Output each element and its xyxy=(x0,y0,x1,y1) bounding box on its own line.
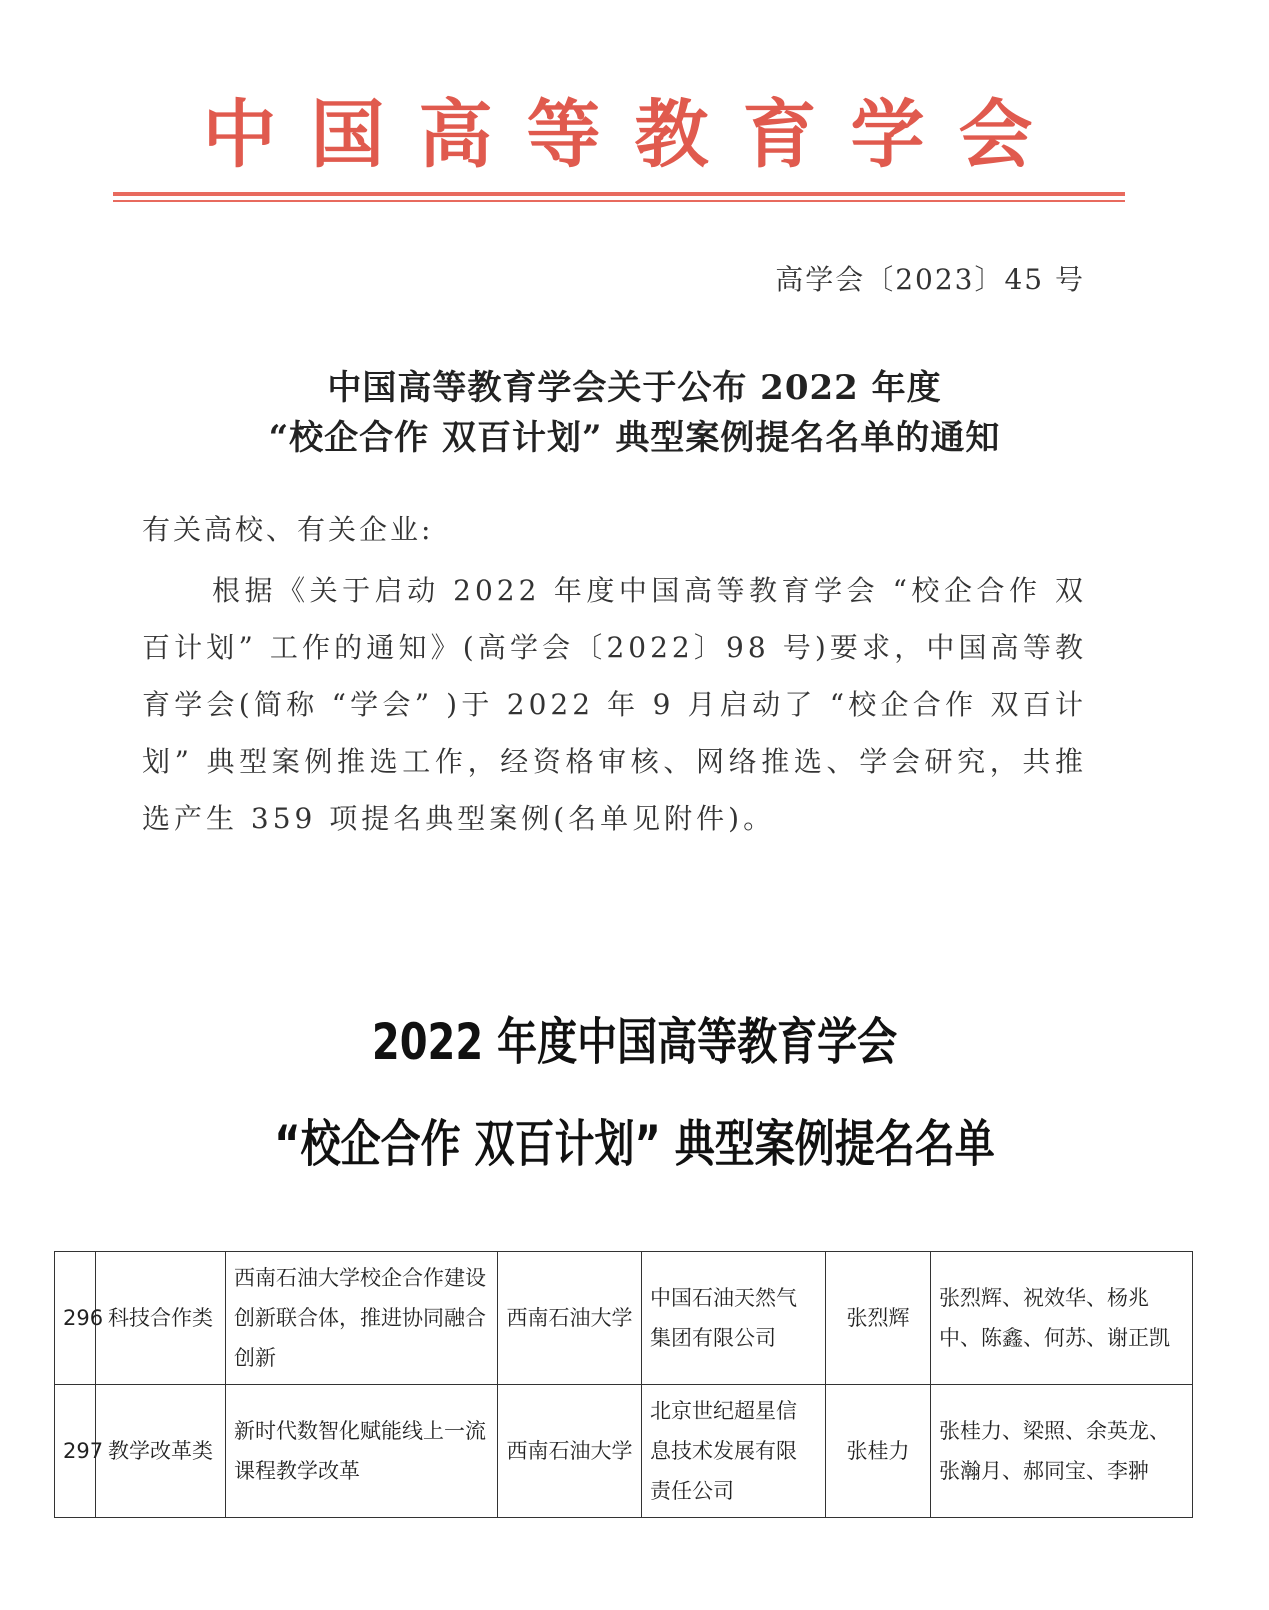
table-row xyxy=(55,1252,1193,1385)
body-paragraph: 根据《关于启动 2022 年度中国高等教育学会 “校企合作 双百计划” 工作的通知》(高学会〔2022〕98 号)要求，中国高等教育学会(简称 “学会” )于 2022 年 9 月启动了 “校企合作 双百计划” 典型案例推选工作，经资格审核、网络推选、学会研究，共推选产生 359 项提名典型案例(名单见附件)。 xyxy=(142,574,1087,835)
row-members: 张烈辉、祝效华、杨兆中、陈鑫、何苏、谢正凯 xyxy=(931,1252,1193,1385)
row-project: 新时代数智化赋能线上一流课程教学改革 xyxy=(226,1385,498,1518)
row-university: 西南石油大学 xyxy=(498,1252,642,1385)
row-members: 张桂力、梁照、余英龙、张瀚月、郝同宝、李翀 xyxy=(931,1385,1193,1518)
row-company: 北京世纪超星信息技术发展有限责任公司 xyxy=(642,1385,826,1518)
row-company: 中国石油天然气集团有限公司 xyxy=(642,1252,826,1385)
row-number: 296 xyxy=(55,1252,96,1385)
letterhead-rule xyxy=(113,192,1125,196)
row-leader: 张桂力 xyxy=(826,1385,931,1518)
salutation: 有关高校、有关企业: xyxy=(142,513,434,546)
annex-title-line-2: “校企合作 双百计划” 典型案例提名名单 xyxy=(274,1116,995,1174)
row-category: 科技合作类 xyxy=(96,1252,226,1385)
row-project: 西南石油大学校企合作建设创新联合体，推进协同融合创新 xyxy=(226,1252,498,1385)
notice-title-line-2: “校企合作 双百计划” 典型案例提名名单的通知 xyxy=(268,418,1001,458)
document-number: 高学会〔2023〕45 号 xyxy=(775,263,1085,296)
notice-title-line-1: 中国高等教育学会关于公布 2022 年度 xyxy=(327,368,942,408)
letterhead: 中国高等教育学会 xyxy=(202,92,1067,178)
row-number: 297 xyxy=(55,1385,96,1518)
table-row xyxy=(55,1385,1193,1518)
row-category: 教学改革类 xyxy=(96,1385,226,1518)
annex-title-line-1: 2022 年度中国高等教育学会 xyxy=(371,1014,898,1072)
letterhead-rule-thin xyxy=(113,200,1125,202)
row-university: 西南石油大学 xyxy=(498,1385,642,1518)
case-list-table xyxy=(54,1251,1193,1518)
row-leader: 张烈辉 xyxy=(826,1252,931,1385)
